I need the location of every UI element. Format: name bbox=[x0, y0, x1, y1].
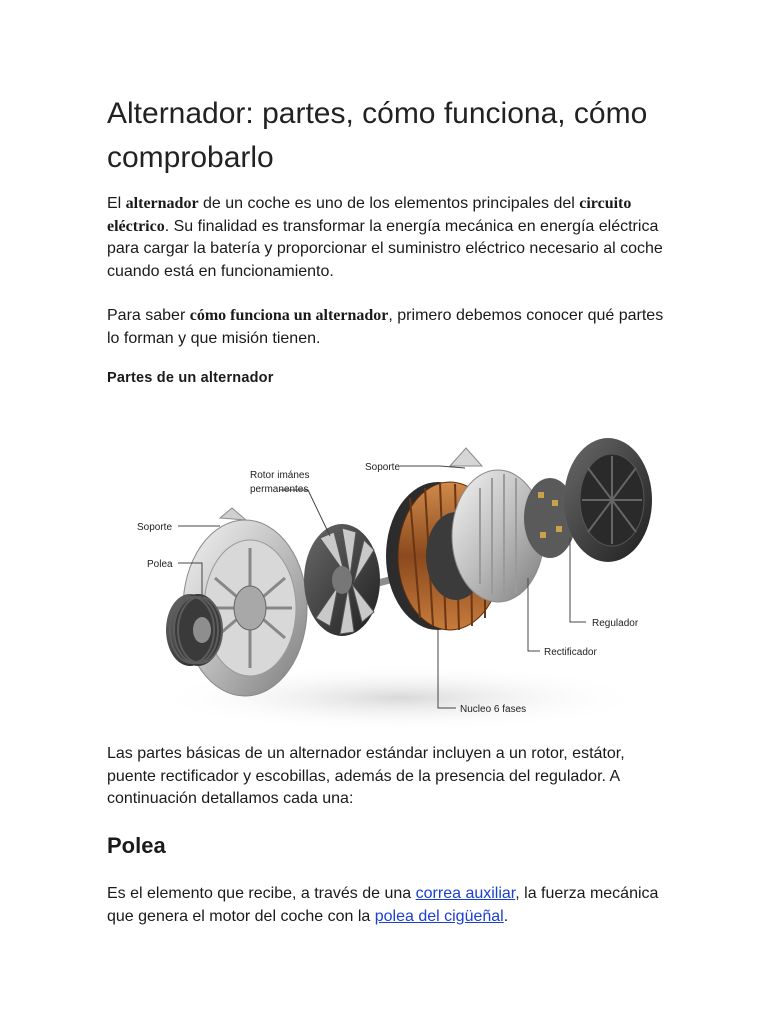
intro-paragraph bbox=[107, 193, 667, 283]
intro-text-2: de un coche es uno de los elementos principales del bbox=[198, 195, 580, 212]
polea-text-2: , la fuerza mecánica que genera el motor del coche con la bbox=[107, 885, 659, 925]
label-polea: Polea bbox=[147, 559, 173, 570]
polea-text-1: Es el elemento que recibe, a través de una bbox=[107, 885, 416, 902]
parts-subheading: Partes de un alternador bbox=[107, 370, 274, 386]
basics-paragraph: Las partes básicas de un alternador estándar incluyen a un rotor, estátor, puente rectificador y escobillas, además de la presencia del regulador. A continuación detallamos cada una: bbox=[107, 745, 625, 807]
pulley bbox=[166, 594, 222, 666]
polea-text-3: . bbox=[503, 907, 509, 925]
label-rotor-line1: Rotor imánes bbox=[250, 470, 310, 481]
polea-ciguenal-link[interactable]: polea del cigüeñal bbox=[374, 907, 504, 925]
rear-cover bbox=[564, 438, 652, 562]
rotor bbox=[304, 524, 380, 636]
label-rectificador: Rectificador bbox=[544, 647, 597, 658]
label-nucleo: Nucleo 6 fases bbox=[460, 704, 527, 715]
intro-bold-circuito: circuito eléctrico bbox=[107, 195, 632, 235]
intro-text-1: El bbox=[107, 195, 126, 212]
alternator-diagram bbox=[120, 408, 660, 730]
polea-paragraph bbox=[107, 883, 667, 928]
label-soporte-left: Soporte bbox=[137, 522, 173, 533]
intro-text-3: . Su finalidad es transformar la energía mecánica en energía eléctrica para cargar la batería y proporcionar el suministro eléctrico necesario al coche cuando está en funcionamiento. bbox=[107, 217, 663, 280]
label-soporte-top: Soporte bbox=[365, 462, 401, 473]
correa-auxiliar-link[interactable]: correa auxiliar bbox=[415, 885, 516, 902]
page-title: Alternador: partes, cómo funciona, cómo comprobarlo bbox=[107, 97, 648, 174]
how-bold: cómo funciona un alternador bbox=[189, 307, 389, 324]
how-text-2: , primero debemos conocer qué partes lo forman y que misión tienen. bbox=[107, 307, 664, 347]
how-text-1: Para saber bbox=[107, 307, 190, 324]
polea-heading: Polea bbox=[107, 833, 166, 858]
intro-bold-alternador: alternador bbox=[125, 195, 199, 212]
how-paragraph bbox=[107, 305, 667, 350]
label-rotor-line2: permanentes bbox=[250, 484, 309, 495]
label-regulador: Regulador bbox=[592, 618, 639, 629]
